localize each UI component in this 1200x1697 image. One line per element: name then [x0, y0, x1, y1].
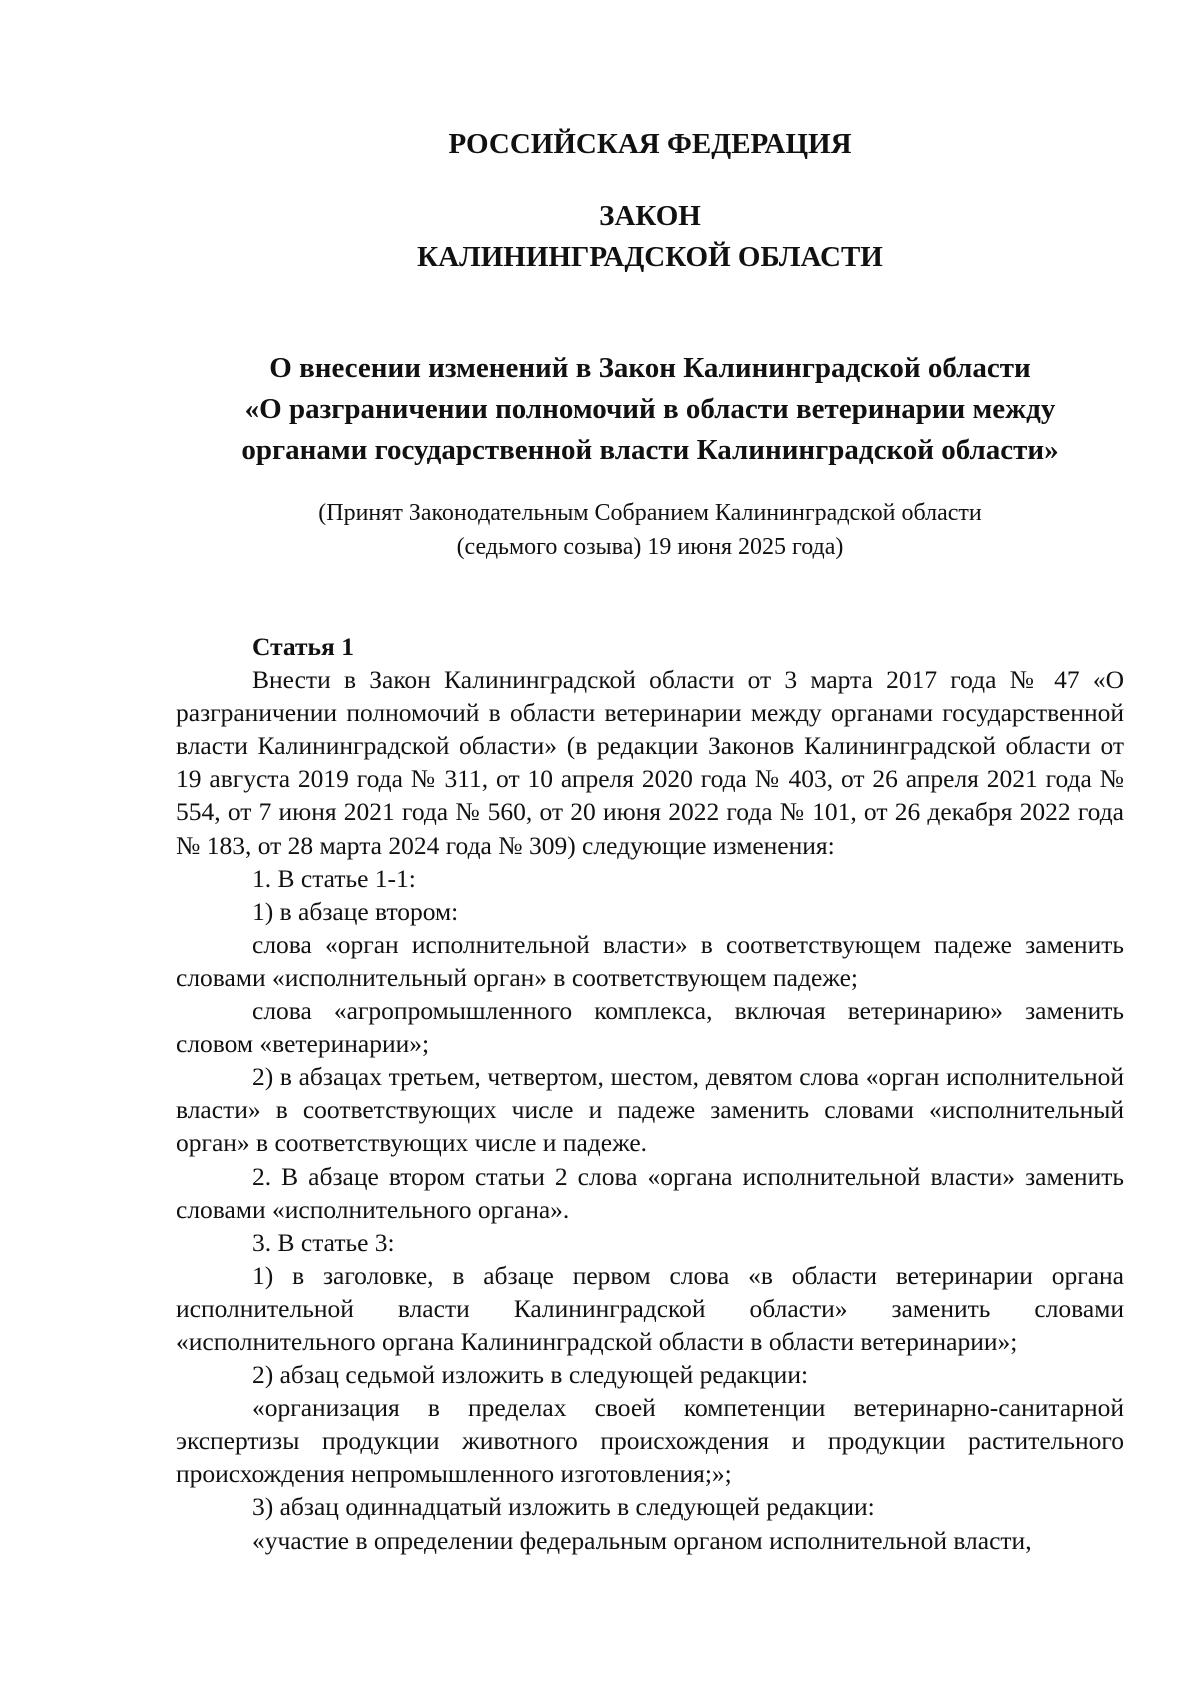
paragraph: «организация в пределах своей компетенции ветеринарно-санитарной экспертизы продукции животного происхождения и продукции растительного происхождения непромышленного изготовления;»; [176, 1393, 1124, 1489]
paragraph: Внести в Закон Калининградской области от 3 марта 2017 года № 47 «О разграничении полномочий в области ветеринарии между органами государственной власти Калининградской области» (в редакции Законов Калининградской области от 19 августа 2019 года № 311, от 10 апреля 2020 года № 403, от 26 апреля 2021 года № 554, от 7 июня 2021 года № 560, от 20 июня 2022 года № 101, от 26 декабря 2022 года № 183, от 28 марта 2024 года № 309) следующие изменения: [176, 665, 1124, 860]
law-title-line: «О разграничении полномочий в области ветеринарии между [244, 393, 1056, 425]
paragraph: слова «агропромышленного комплекса, включая ветеринарию» заменить словом «ветеринарии»; [176, 996, 1124, 1059]
paragraph: 3. В статье 3: [252, 1227, 395, 1257]
paragraph: 3) абзац одиннадцатый изложить в следующей редакции: [252, 1492, 875, 1522]
adoption-note [176, 496, 1124, 564]
federation-text: РОССИЙСКАЯ ФЕДЕРАЦИЯ [448, 128, 852, 160]
law-title-line: О внесении изменений в Закон Калининградской области [269, 352, 1031, 384]
paragraph: 1) в заголовке, в абзаце первом слова «в области ветеринарии органа исполнительной власти Калининградской области» заменить словами «исполнительного органа Калининградской области в области ветеринарии»; [176, 1260, 1124, 1356]
paragraph: «участие в определении федеральным органом исполнительной власти, [252, 1525, 1032, 1555]
law-type-heading [176, 196, 1124, 278]
paragraph: 2) в абзацах третьем, четвертом, шестом, девятом слова «орган исполнительной власти» в соответствующих числе и падеже заменить словами «исполнительный орган» в соответствующих числе и падеже. [176, 1062, 1124, 1158]
law-title [176, 348, 1124, 471]
article-heading: Статья 1 [252, 632, 354, 661]
adoption-line: (седьмого созыва) 19 июня 2025 года) [456, 534, 844, 560]
law-type-line: КАЛИНИНГРАДСКОЙ ОБЛАСТИ [417, 241, 883, 273]
paragraph: 2) абзац седьмой изложить в следующей редакции: [252, 1360, 809, 1390]
law-type-line: ЗАКОН [599, 200, 701, 232]
paragraph: 2. В абзаце втором статьи 2 слова «органа исполнительной власти» заменить словами «исполнительного органа». [176, 1161, 1124, 1224]
federation-heading [176, 124, 1124, 164]
adoption-line: (Принят Законодательным Собранием Калининградской области [318, 500, 982, 526]
article-body [176, 630, 1124, 1557]
paragraph: 1. В статье 1-1: [252, 863, 416, 893]
paragraph: 1) в абзаце втором: [252, 896, 459, 926]
paragraph: слова «орган исполнительной власти» в соответствующем падеже заменить словами «исполнительный орган» в соответствующем падеже; [176, 929, 1124, 992]
law-title-line: органами государственной власти Калининградской области» [241, 434, 1059, 466]
